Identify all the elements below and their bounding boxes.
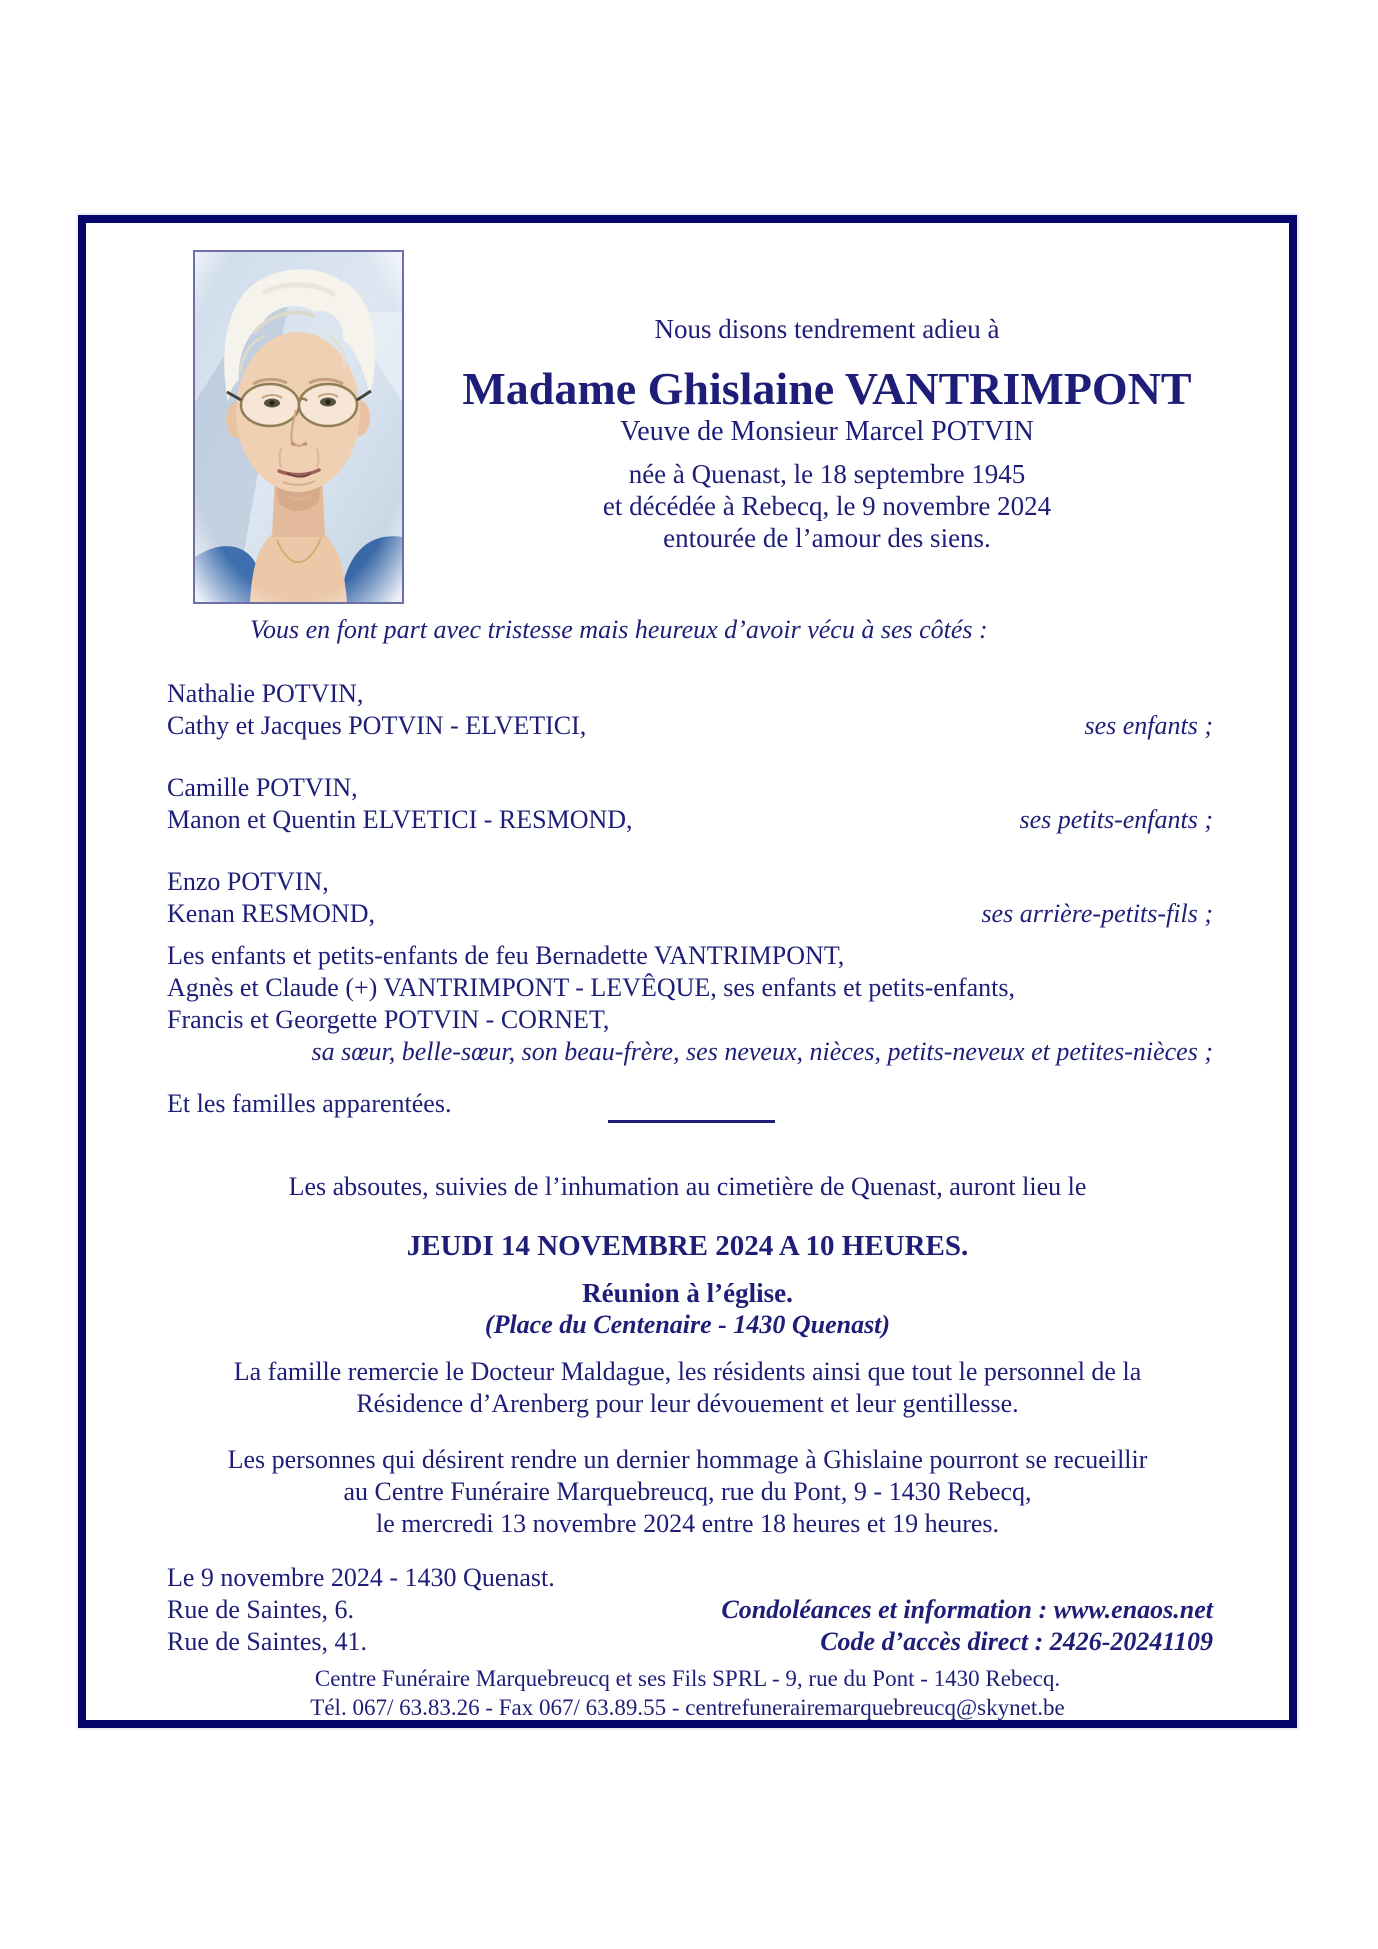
meeting-place-line: (Place du Centenaire - 1430 Quenast) bbox=[484, 1310, 891, 1339]
family-group-great-grandsons bbox=[167, 866, 1213, 930]
family-member-line: Agnès et Claude (+) VANTRIMPONT - LEVÊQUE, ses enfants et petits-enfants, bbox=[167, 973, 1015, 1002]
announcement-sentence: Vous en font part avec tristesse mais heureux d’avoir vécu à ses côtés : bbox=[250, 615, 988, 644]
portrait-photo bbox=[193, 250, 404, 604]
portrait-illustration bbox=[195, 252, 402, 602]
family-member-line: Francis et Georgette POTVIN - CORNET, bbox=[167, 1005, 610, 1034]
extended-family-group bbox=[167, 940, 1213, 1036]
thanks-line: La famille remercie le Docteur Maldague, les résidents ainsi que tout le personnel de la bbox=[233, 1357, 1142, 1386]
relation-label: ses enfants ; bbox=[1084, 711, 1213, 740]
condolences-info: Condoléances et information : www.enaos.net bbox=[721, 1595, 1213, 1624]
access-code: Code d’accès direct : 2426-20241109 bbox=[820, 1627, 1213, 1656]
relation-label: ses petits-enfants ; bbox=[1019, 805, 1213, 834]
extended-relation-label: sa sœur, belle-sœur, son beau-frère, ses neveux, nièces, petits-neveux et petites-nièces ; bbox=[311, 1037, 1213, 1066]
family-group-children bbox=[167, 678, 1213, 742]
homage-line: au Centre Funéraire Marquebreucq, rue du Pont, 9 - 1430 Rebecq, bbox=[343, 1477, 1032, 1506]
address-line: Rue de Saintes, 41. bbox=[167, 1627, 368, 1656]
funeral-home-contact-line: Tél. 067/ 63.83.26 - Fax 067/ 63.89.55 - centrefunerairemarquebreucq@skynet.be bbox=[310, 1695, 1065, 1720]
widow-of-line: Veuve de Monsieur Marcel POTVIN bbox=[620, 416, 1034, 447]
announcement-frame bbox=[78, 215, 1297, 1728]
ceremony-intro: Les absoutes, suivies de l’inhumation au cimetière de Quenast, auront lieu le bbox=[288, 1172, 1087, 1201]
farewell-intro: Nous disons tendrement adieu à bbox=[654, 314, 1000, 344]
family-member-line: Kenan RESMOND, bbox=[167, 899, 375, 928]
deceased-name: Madame Ghislaine VANTRIMPONT bbox=[462, 363, 1192, 414]
family-member-line: Nathalie POTVIN, bbox=[167, 679, 364, 708]
family-group-grandchildren bbox=[167, 772, 1213, 836]
thanks-line: Résidence d’Arenberg pour leur dévouement et leur gentillesse. bbox=[356, 1389, 1019, 1418]
thanks-paragraph bbox=[86, 1356, 1289, 1420]
meeting-line: Réunion à l’église. bbox=[582, 1278, 793, 1308]
date-place-line: Le 9 novembre 2024 - 1430 Quenast. bbox=[167, 1563, 555, 1592]
family-member-line: Enzo POTVIN, bbox=[167, 867, 329, 896]
homage-paragraph bbox=[86, 1444, 1289, 1540]
family-member-line: Cathy et Jacques POTVIN - ELVETICI, bbox=[167, 711, 587, 740]
address-line: Rue de Saintes, 6. bbox=[167, 1595, 355, 1624]
birth-line: née à Quenast, le 18 septembre 1945 bbox=[628, 459, 1026, 489]
surrounded-line: entourée de l’amour des siens. bbox=[663, 523, 991, 553]
homage-line: Les personnes qui désirent rendre un dernier hommage à Ghislaine pourront se recueillir bbox=[227, 1445, 1148, 1474]
addresses-block bbox=[167, 1562, 1213, 1658]
relation-label: ses arrière-petits-fils ; bbox=[981, 899, 1213, 928]
ceremony-datetime: JEUDI 14 NOVEMBRE 2024 A 10 HEURES. bbox=[406, 1230, 969, 1262]
section-divider bbox=[608, 1120, 775, 1123]
related-families-line: Et les familles apparentées. bbox=[167, 1089, 452, 1118]
family-member-line: Camille POTVIN, bbox=[167, 773, 358, 802]
death-line: et décédée à Rebecq, le 9 novembre 2024 bbox=[602, 491, 1052, 521]
funeral-home-line: Centre Funéraire Marquebreucq et ses Fils SPRL - 9, rue du Pont - 1430 Rebecq. bbox=[314, 1666, 1061, 1691]
family-member-line: Les enfants et petits-enfants de feu Bernadette VANTRIMPONT, bbox=[167, 941, 845, 970]
family-member-line: Manon et Quentin ELVETICI - RESMOND, bbox=[167, 805, 633, 834]
homage-line: le mercredi 13 novembre 2024 entre 18 heures et 19 heures. bbox=[375, 1509, 1000, 1538]
